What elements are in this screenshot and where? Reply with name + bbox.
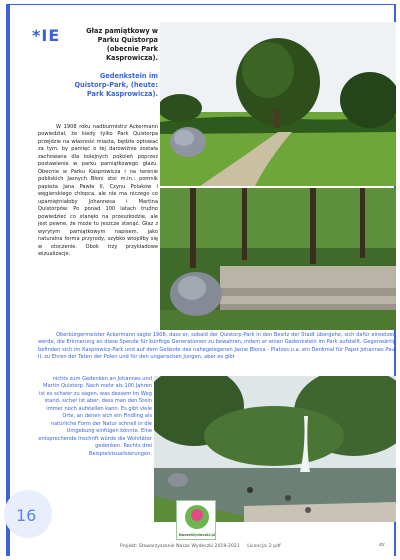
title-polish: Głaz pamiątkowy w Parku Quistorpa (obecnie Park Kasprowicza). — [86, 27, 158, 62]
footer-project: Projekt: Stowarzyszenie Nasze Wydeczki 2019-2021 — [120, 544, 240, 549]
body-text-german: Oberbürgermeister Ackermann sagte 1908, dass er, sobald der Quistorp-Park in den Besitz der Stadt übergehe, sich dafür einsetzen werde, die Erinnerung an diese Spende für künftige Generationen zu bewahren, indem er einen Gedenkstein im Park aufstellt. Gegenwärtig befinden sich im Kasprowicz-Park und auf dem Gelände des nahegelegenen Jasne Błonia - Platzes u.a. ein Denkmal für Papst Johannes Paul II, zu Ehren der Taten der Polen und für den ungarischen Jungen, aber es gibt — [38, 332, 396, 361]
brand-name: NaszeWydeczki.pl — [178, 533, 216, 537]
page-number: 16 — [16, 506, 37, 525]
footer-page-label: str. — [378, 543, 386, 548]
brand-logo[interactable] — [176, 500, 216, 540]
title-german: Gedenkstein im Quistorp-Park, (heute: Park Kasprowicza). — [74, 72, 158, 98]
photo-park-tree-boulder — [160, 22, 396, 186]
footer — [120, 544, 320, 549]
body-text-german-column: nichts zum Gedenken an Johannes und Martin Quistorp. Nach mehr als 100 Jahren ist es schwer zu sagen, was dessem im Weg stand, sicher ist aber, dass man den Stein immer noch aufstellen kann. Es gibt viele Orte, an denen sich ein Findling als natürliche Form der Natur schnell in die Umgebung einfügen könnte. Eine entsprechende Inschrift würde die Wohltäter gedenken. Rechts drei Beispielvisualisierungen. — [38, 376, 152, 457]
ie-logo: *IE — [32, 26, 61, 45]
footer-license: Licencja: 2 pdf — [247, 544, 281, 549]
top-border-line — [10, 4, 396, 5]
photo-forest-steps-boulder — [160, 188, 396, 330]
body-text-polish: W 1908 roku nadburmistrz Ackermann powiedział, że kiedy tylko Park Quistorpa przejdzie na własność miasta, będzie optować za tym, by pamięć o tej darowiźnie została zachowana dla kolejnych pokoleń poprzez postawienie w parku pamiątkowego głazu. Obecnie w Parku Kasprowicza i na terenie pobliskich Jasnych Błoni stoi m.in.: pomnik papieża Jana Pawła II, Czynu Polaków i węgierskiego chłopca, ale nie ma niczego co upamiętniałoby Johannesa i Martina Quistorpów. Po ponad 100 latach trudno powiedzieć co stanęło na przeszkodzie, ale jest pewne, że może tu jeszcze stanąć. Głaz z wyrytym pamiątkowym napisem, jako naturalna forma przyrody, szybko wtopiłby się w otoczenie. Obok trzy przykładowe wizualizacje. — [38, 124, 158, 258]
flower-icon — [191, 509, 203, 521]
left-accent-bar — [6, 4, 10, 556]
